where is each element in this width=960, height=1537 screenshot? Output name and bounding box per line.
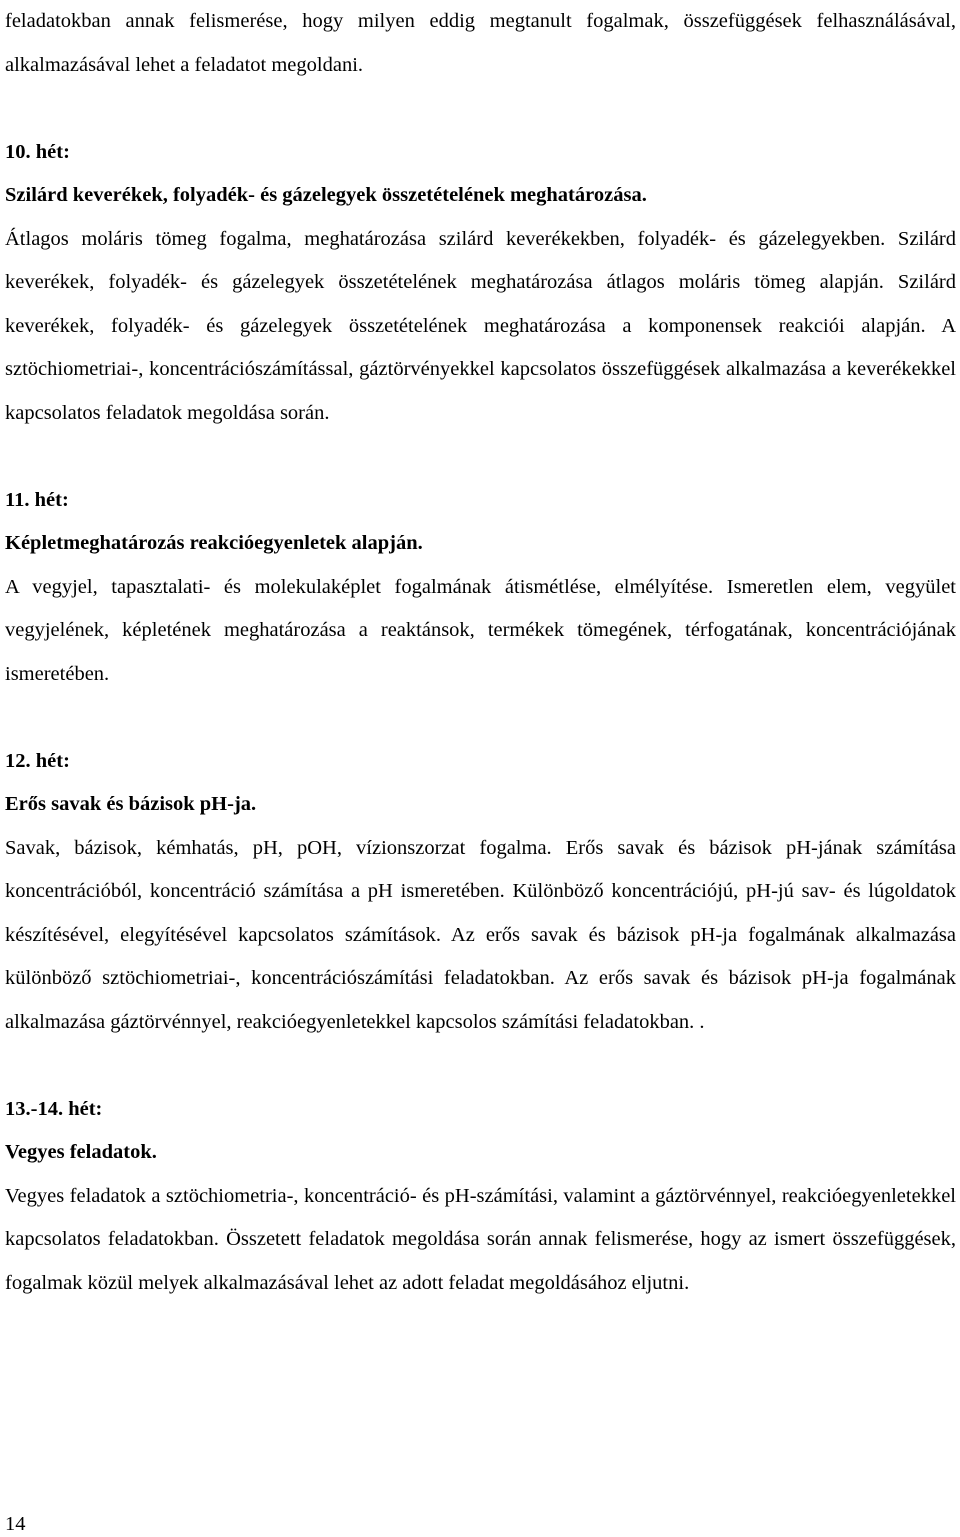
section-spacer [5,1044,956,1088]
intro-continuation-paragraph: feladatokban annak felismerése, hogy milyen eddig megtanult fogalmak, összefüggések felhasználásával, alkalmazásával lehet a feladatot megoldani. [5,10,956,76]
section-title: Erős savak és bázisok pH-ja. [5,793,257,815]
section-week-13-14 [5,1088,956,1306]
document-page [5,0,956,1305]
section-body: A vegyjel, tapasztalati- és molekulaképlet fogalmának átismétlése, elmélyítése. Ismeretlen elem, vegyület vegyjelének, képletének meghatározása a reaktánsok, termékek tömegének, térfogatának, koncentrációjának ismeretében. [5,575,956,685]
section-title: Szilárd keverékek, folyadék- és gázelegyek összetételének meghatározása. [5,184,647,206]
section-week-10 [5,131,956,436]
section-spacer [5,696,956,740]
week-heading: 10. hét: [5,140,70,163]
week-heading: 13.-14. hét: [5,1097,103,1120]
section-body: Savak, bázisok, kémhatás, pH, pOH, vízionszorzat fogalma. Erős savak és bázisok pH-jának számítása koncentrációból, koncentráció számítása a pH ismeretében. Különböző koncentrációjú, pH-jú sav- és lúgoldatok készítésével, elegyítésével kapcsolatos számítások. Az erős savak és bázisok pH-ja fogalmának alkalmazása különböző sztöchiometriai-, koncentrációszámítási feladatokban. Az erős savak és bázisok pH-ja fogalmának alkalmazása gáztörvénnyel, reakcióegyenletekkel kapcsolos számítási feladatokban. . [5,836,956,1033]
section-body: Átlagos moláris tömeg fogalma, meghatározása szilárd keverékekben, folyadék- és gázelegyekben. Szilárd keverékek, folyadék- és gázelegyek összetételének meghatározása átlagos moláris tömeg alapján. Szilárd keverékek, folyadék- és gázelegyek összetételének meghatározása a komponensek reakciói alapján. A sztöchiometriai-, koncentrációszámítással, gáztörvényekkel kapcsolatos összefüggések alkalmazása a keverékekkel kapcsolatos feladatok megoldása során. [5,227,956,424]
section-body: Vegyes feladatok a sztöchiometria-, koncentráció- és pH-számítási, valamint a gáztörvénnyel, reakcióegyenletekkel kapcsolatos feladatokban. Összetett feladatok megoldása során annak felismerése, hogy az ismert összefüggések, fogalmak közül melyek alkalmazásával lehet az adott feladat megoldásához eljutni. [5,1184,956,1294]
week-heading: 11. hét: [5,488,69,511]
section-spacer [5,87,956,131]
section-title: Képletmeghatározás reakcióegyenletek alapján. [5,532,423,554]
page-number: 14 [5,1513,26,1535]
section-title: Vegyes feladatok. [5,1141,157,1163]
section-week-12 [5,740,956,1045]
section-spacer [5,435,956,479]
week-heading: 12. hét: [5,749,70,772]
section-week-11 [5,479,956,697]
